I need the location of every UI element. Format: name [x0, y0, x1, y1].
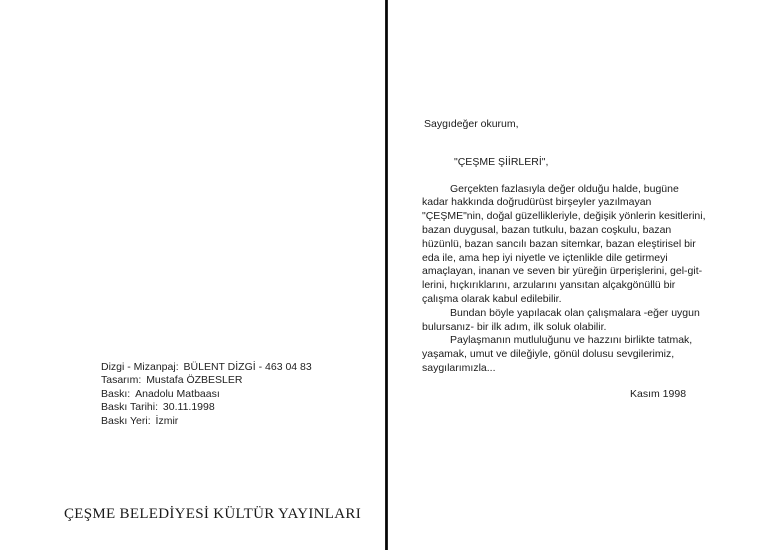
paragraph-line: Bundan böyle yapılacak olan çalışmalara -eğer uygun: [450, 306, 700, 319]
paragraph-line: "ÇEŞME"nin, doğal güzellikleriyle, değişik yönlerin kesitlerini,: [422, 210, 706, 223]
paragraph-line: eda ile, ama hep iyi niyetle ve içtenlikle dile getirmeyi: [422, 251, 668, 264]
paragraph-line: lerini, hıçkırıklarını, arzularını yansıtan alçakgönüllü bir: [422, 279, 676, 292]
paragraph-line: hüzünlü, bazan sancılı bazan sitemkar, bazan eleştirisel bir: [422, 237, 696, 250]
paragraph-line: kadar hakkında doğrudürüst birşeyler yazılmayan: [422, 196, 652, 209]
left-page: [0, 0, 385, 550]
paragraph-line: bulursanız- bir ilk adım, ilk soluk olabilir.: [422, 320, 607, 333]
book-spine: [385, 0, 388, 550]
imprint-print-date: Baskı Tarihi: 30.11.1998: [101, 401, 215, 414]
imprint-printer: Baskı: Anadolu Matbaası: [101, 387, 220, 400]
imprint-design: Tasarım: Mustafa ÖZBESLER: [101, 374, 243, 387]
paragraph-line: çalışma olarak kabul edilebilir.: [422, 292, 562, 305]
imprint-block: [101, 361, 312, 428]
paragraph-line: Paylaşmanın mutluluğunu ve hazzını birlikte tatmak,: [450, 334, 693, 347]
preface-letter: [422, 110, 762, 402]
paragraph-line: saygılarımızla...: [422, 361, 496, 374]
right-page: [392, 0, 771, 550]
letter-book-title: "ÇEŞME ŞİİRLERİ",: [454, 155, 549, 168]
paragraph-line: amaçlayan, inanan ve seven bir yüreğin ürperişlerini, gel-git-: [422, 265, 703, 278]
publisher-name: ÇEŞME BELEDİYESİ KÜLTÜR YAYINLARI: [64, 506, 361, 522]
imprint-print-place: Baskı Yeri: İzmir: [101, 414, 179, 427]
imprint-typesetting: Dizgi - Mizanpaj: BÜLENT DİZGİ - 463 04 83: [101, 361, 312, 373]
paragraph-line: Gerçekten fazlasıyla değer olduğu halde, bugüne: [450, 182, 679, 195]
letter-greeting: Saygıdeğer okurum,: [424, 118, 519, 130]
paragraph-line: yaşamak, umut ve dileğiyle, gönül dolusu sevgilerimiz,: [422, 348, 675, 361]
letter-date: Kasım 1998: [630, 387, 687, 400]
paragraph-line: bazan duygusal, bazan tutkulu, bazan coşkulu, bazan: [422, 223, 672, 236]
letter-paragraph-1: [422, 183, 762, 376]
